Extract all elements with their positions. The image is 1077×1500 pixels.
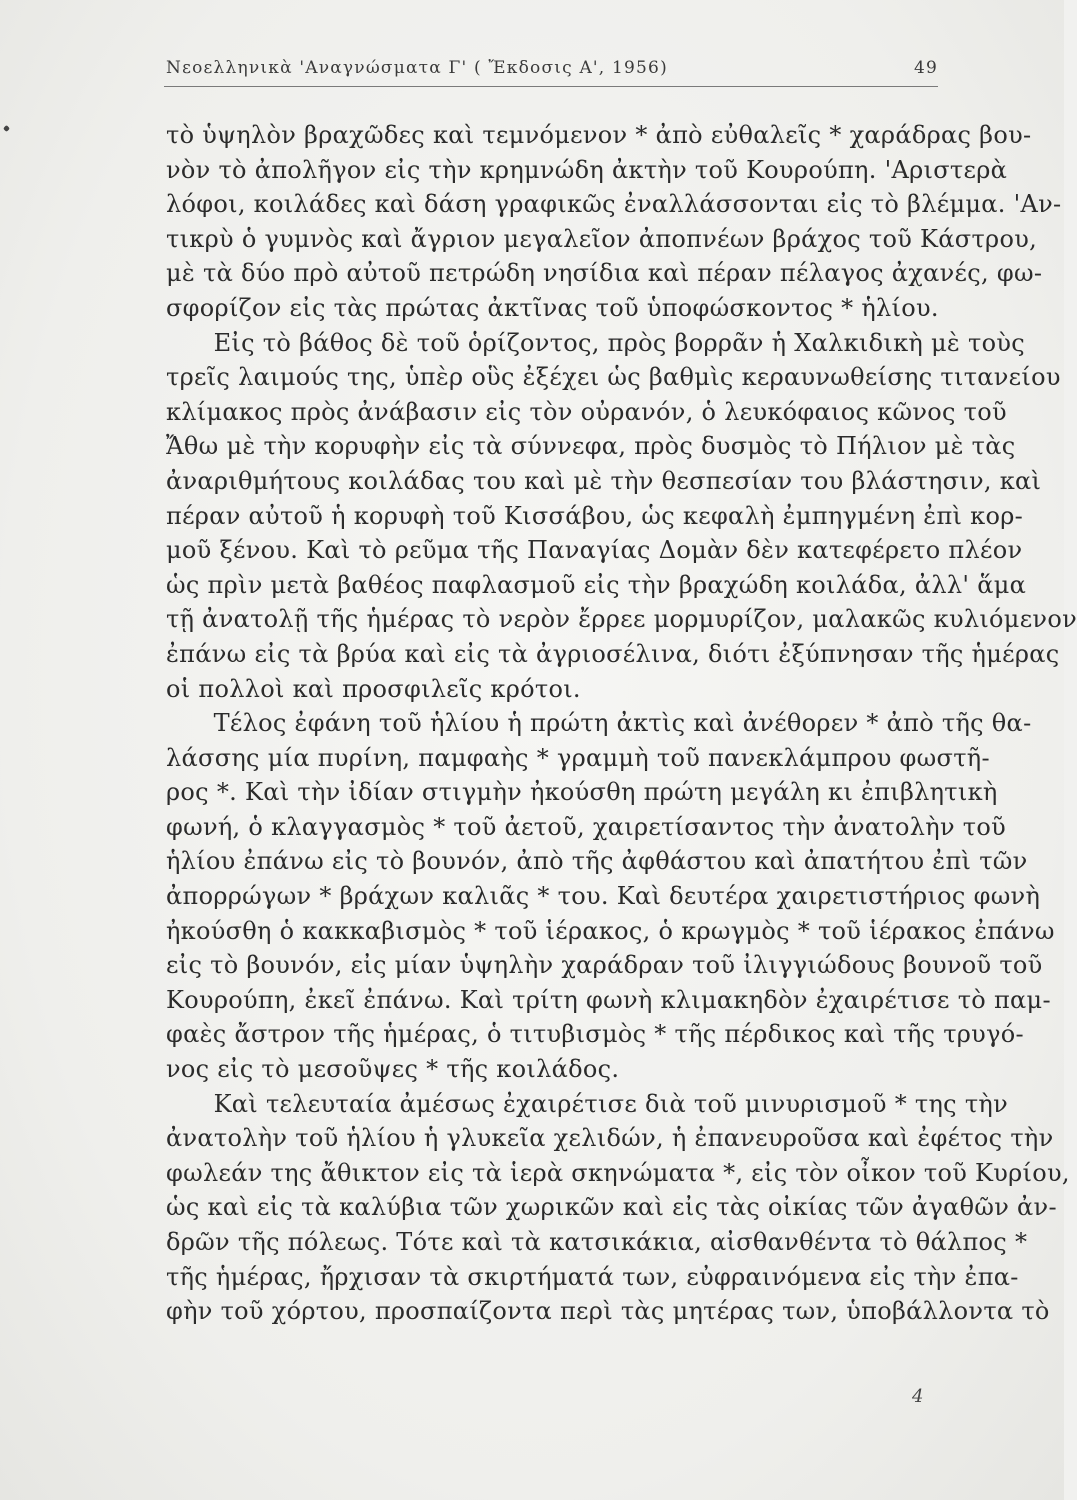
text-line: σφορίζον εἰς τὰς πρώτας ἀκτῖνας τοῦ ὑποφώσκοντος * ἡλίου.: [166, 293, 939, 322]
text-line: ρος *. Καὶ τὴν ἰδίαν στιγμὴν ἠκούσθη πρώτη μεγάλη κι ἐπιβλητικὴ: [166, 778, 998, 807]
margin-mark: [3, 125, 10, 132]
text-line: φωλεάν της ἄθικτον εἰς τὰ ἱερὰ σκηνώματα *, εἰς τὸν οἶκον τοῦ Κυρίου,: [166, 1158, 1070, 1187]
running-header: [166, 58, 938, 78]
text-line: οἱ πολλοὶ καὶ προσφιλεῖς κρότοι.: [166, 674, 581, 703]
text-line: μοῦ ξένου. Καὶ τὸ ρεῦμα τῆς Παναγίας Δομὰν δὲν κατεφέρετο πλέον: [166, 536, 1023, 565]
page-number: 49: [913, 58, 938, 78]
text-line: τὸ ὑψηλὸν βραχῶδες καὶ τεμνόμενον * ἀπὸ εὐθαλεῖς * χαράδρας βου-: [166, 121, 1032, 149]
text-line: μὲ τὰ δύο πρὸ αὐτοῦ πετρώδη νησίδια καὶ πέραν πέλαγος ἀχανές, φω-: [166, 259, 1043, 288]
text-line: τικρὺ ὁ γυμνὸς καὶ ἄγριον μεγαλεῖον ἀποπνέων βράχος τοῦ Κάστρου,: [166, 224, 1038, 253]
text-line: τῆς ἡμέρας, ἤρχισαν τὰ σκιρτήματά των, εὐφραινόμενα εἰς τὴν ἐπα-: [166, 1262, 1019, 1291]
header-title: Νεοελληνικὰ 'Αναγνώσματα Γ' ( Ἔκδοσις Α', 1956): [166, 58, 668, 78]
text-line: Εἰς τὸ βάθος δὲ τοῦ ὁρίζοντος, πρὸς βορρᾶν ἡ Χαλκιδικὴ μὲ τοὺς: [166, 328, 1025, 357]
text-line: φὴν τοῦ χόρτου, προσπαίζοντα περὶ τὰς μητέρας των, ὑποβάλλοντα τὸ: [166, 1297, 1050, 1326]
text-line: τῇ ἀνατολῇ τῆς ἡμέρας τὸ νερὸν ἔρρεε μορμυρίζον, μαλακῶς κυλιόμενον: [166, 605, 1077, 634]
text-line: Ἄθω μὲ τὴν κορυφὴν εἰς τὰ σύννεφα, πρὸς δυσμὸς τὸ Πήλιον μὲ τὰς: [166, 432, 1016, 461]
text-line: λάσσης μία πυρίνη, παμφαὴς * γραμμὴ τοῦ πανεκλάμπρου φωστῆ-: [166, 743, 990, 772]
text-line: Καὶ τελευταία ἀμέσως ἐχαιρέτισε διὰ τοῦ μινυρισμοῦ * της τὴν: [166, 1089, 1008, 1118]
text-line: ἠκούσθη ὁ κακκαβισμὸς * τοῦ ἱέρακος, ὁ κρωγμὸς * τοῦ ἱέρακος ἐπάνω: [166, 916, 1055, 945]
text-line: νὸν τὸ ἀπολῆγον εἰς τὴν κρημνώδη ἀκτὴν τοῦ Κουρούπη. 'Αριστερὰ: [166, 155, 1008, 184]
text-line: δρῶν τῆς πόλεως. Τότε καὶ τὰ κατσικάκια, αἰσθανθέντα τὸ θάλπος *: [166, 1228, 1028, 1256]
text-line: ὡς καὶ εἰς τὰ καλύβια τῶν χωρικῶν καὶ εἰς τὰς οἰκίας τῶν ἀγαθῶν ἀν-: [166, 1193, 1057, 1222]
text-line: πέραν αὐτοῦ ἡ κορυφὴ τοῦ Κισσάβου, ὡς κεφαλὴ ἐμπηγμένη ἐπὶ κορ-: [166, 501, 1024, 530]
text-line: φαὲς ἄστρον τῆς ἡμέρας, ὁ τιτυβισμὸς * τῆς πέρδικος καὶ τῆς τρυγό-: [166, 1020, 1024, 1049]
text-line: Τέλος ἐφάνη τοῦ ἡλίου ἡ πρώτη ἀκτὶς καὶ ἀνέθορεν * ἀπὸ τῆς θα-: [166, 709, 1032, 738]
text-line: κλίμακος πρὸς ἀνάβασιν εἰς τὸν οὐρανόν, ὁ λευκόφαιος κῶνος τοῦ: [166, 397, 1007, 426]
text-line: ἐπάνω εἰς τὰ βρύα καὶ εἰς τὰ ἀγριοσέλινα, διότι ἐξύπνησαν τῆς ἡμέρας: [166, 639, 1060, 668]
text-line: ἀνατολὴν τοῦ ἡλίου ἡ γλυκεῖα χελιδών, ἡ ἐπανευροῦσα καὶ ἐφέτος τὴν: [166, 1124, 1054, 1153]
text-line: ἡλίου ἐπάνω εἰς τὸ βουνόν, ἀπὸ τῆς ἀφθάστου καὶ ἀπατήτου ἐπὶ τῶν: [166, 847, 1028, 876]
signature-mark: 4: [912, 1386, 924, 1407]
text-line: ἀναριθμήτους κοιλάδας του καὶ μὲ τὴν θεσπεσίαν του βλάστησιν, καὶ: [166, 466, 1042, 495]
header-rule: [164, 86, 938, 87]
text-line: ἀπορρώγων * βράχων καλιᾶς * του. Καὶ δευτέρα χαιρετιστήριος φωνὴ: [166, 882, 1041, 911]
text-line: φωνή, ὁ κλαγγασμὸς * τοῦ ἀετοῦ, χαιρετίσαντος τὴν ἀνατολὴν τοῦ: [166, 812, 1006, 841]
text-line: τρεῖς λαιμούς της, ὑπὲρ οὓς ἐξέχει ὡς βαθμὶς κεραυνωθείσης τιτανείου: [166, 363, 1061, 392]
body-text: [166, 118, 1077, 1329]
text-line: Κουρούπη, ἐκεῖ ἐπάνω. Καὶ τρίτη φωνὴ κλιμακηδὸν ἐχαιρέτισε τὸ παμ-: [166, 985, 1051, 1014]
text-line: εἰς τὸ βουνόν, εἰς μίαν ὑψηλὴν χαράδραν τοῦ ἰλιγγιώδους βουνοῦ τοῦ: [166, 951, 1043, 980]
text-line: λόφοι, κοιλάδες καὶ δάση γραφικῶς ἐναλλάσσονται εἰς τὸ βλέμμα. 'Αν-: [166, 190, 1062, 219]
text-line: νος εἰς τὸ μεσοῦψες * τῆς κοιλάδος.: [166, 1055, 620, 1084]
text-line: ὡς πρὶν μετὰ βαθέος παφλασμοῦ εἰς τὴν βραχώδη κοιλάδα, ἀλλ' ἅμα: [166, 570, 1027, 599]
